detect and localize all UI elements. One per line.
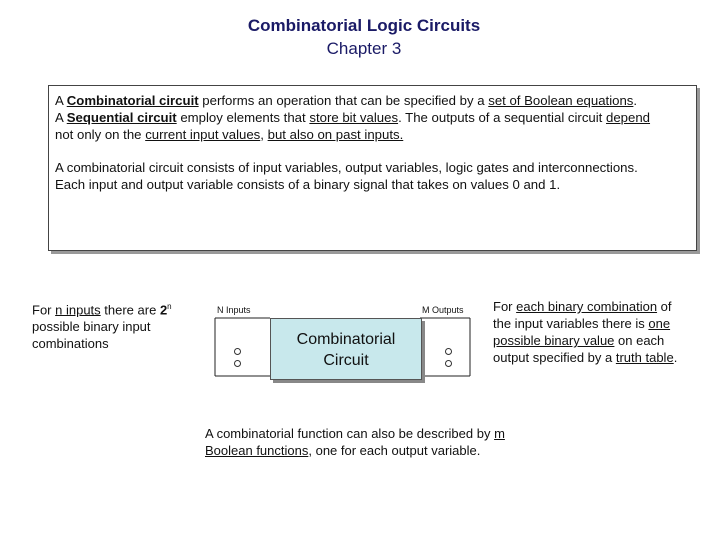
term-combinatorial-circuit: Combinatorial circuit [66, 93, 199, 108]
term-store-bit-values: store bit values [309, 110, 399, 125]
slide-title: Combinatorial Logic Circuits [247, 16, 481, 35]
text: A combinatorial function can also be described by [205, 426, 495, 441]
text: . The outputs of a sequential circuit [398, 110, 607, 125]
outputs-label: M Outputs [422, 305, 464, 315]
text: performs an operation that can be specified by a [198, 93, 489, 108]
power-base: 2 [159, 302, 168, 318]
text: employ elements that [176, 110, 310, 125]
slide-subtitle: Chapter 3 [326, 39, 402, 58]
term-current-inputs: current input values [145, 127, 261, 142]
text: For [32, 302, 56, 318]
text: , [260, 127, 268, 142]
text: A [55, 93, 67, 108]
boolean-functions-note [205, 425, 545, 459]
term-depend: depend [606, 110, 651, 125]
term-binary-value: one possible binary value [493, 316, 671, 348]
inputs-label: N Inputs [217, 305, 251, 315]
text: not only on the [55, 127, 146, 142]
output-dot-2 [445, 360, 452, 367]
power-exponent: n [167, 302, 172, 311]
term-binary-combination: each binary combination [516, 299, 658, 314]
term-m-boolean-functions: m Boolean functions [205, 426, 505, 458]
text: . [673, 350, 678, 365]
input-dot-2 [234, 360, 241, 367]
output-dot-1 [445, 348, 452, 355]
text: of the input variables there is [493, 299, 672, 331]
block-label-line-1: Combinatorial [296, 331, 396, 348]
text: A [55, 110, 67, 125]
term-n-inputs: n inputs [55, 302, 101, 318]
text: on each output specified by a [493, 333, 665, 365]
input-dot-1 [234, 348, 241, 355]
text: . [633, 93, 638, 108]
outputs-note [493, 298, 693, 366]
term-sequential-circuit: Sequential circuit [66, 110, 177, 125]
text: possible binary input combinations [32, 319, 151, 352]
term-boolean-equations: set of Boolean equations [488, 93, 634, 108]
intro-line-4: A combinatorial circuit consists of input variables, output variables, logic gates and interconnections. [55, 160, 638, 175]
intro-line-5: Each input and output variable consists of a binary signal that takes on values 0 and 1. [55, 177, 561, 192]
term-past-inputs: but also on past inputs. [267, 127, 404, 142]
text: , one for each output variable. [308, 443, 481, 458]
combinatorial-circuit-block [270, 318, 422, 380]
text: For [493, 299, 517, 314]
block-label-line-2: Circuit [323, 352, 369, 369]
text: there are [100, 302, 160, 318]
term-truth-table: truth table [615, 350, 674, 365]
